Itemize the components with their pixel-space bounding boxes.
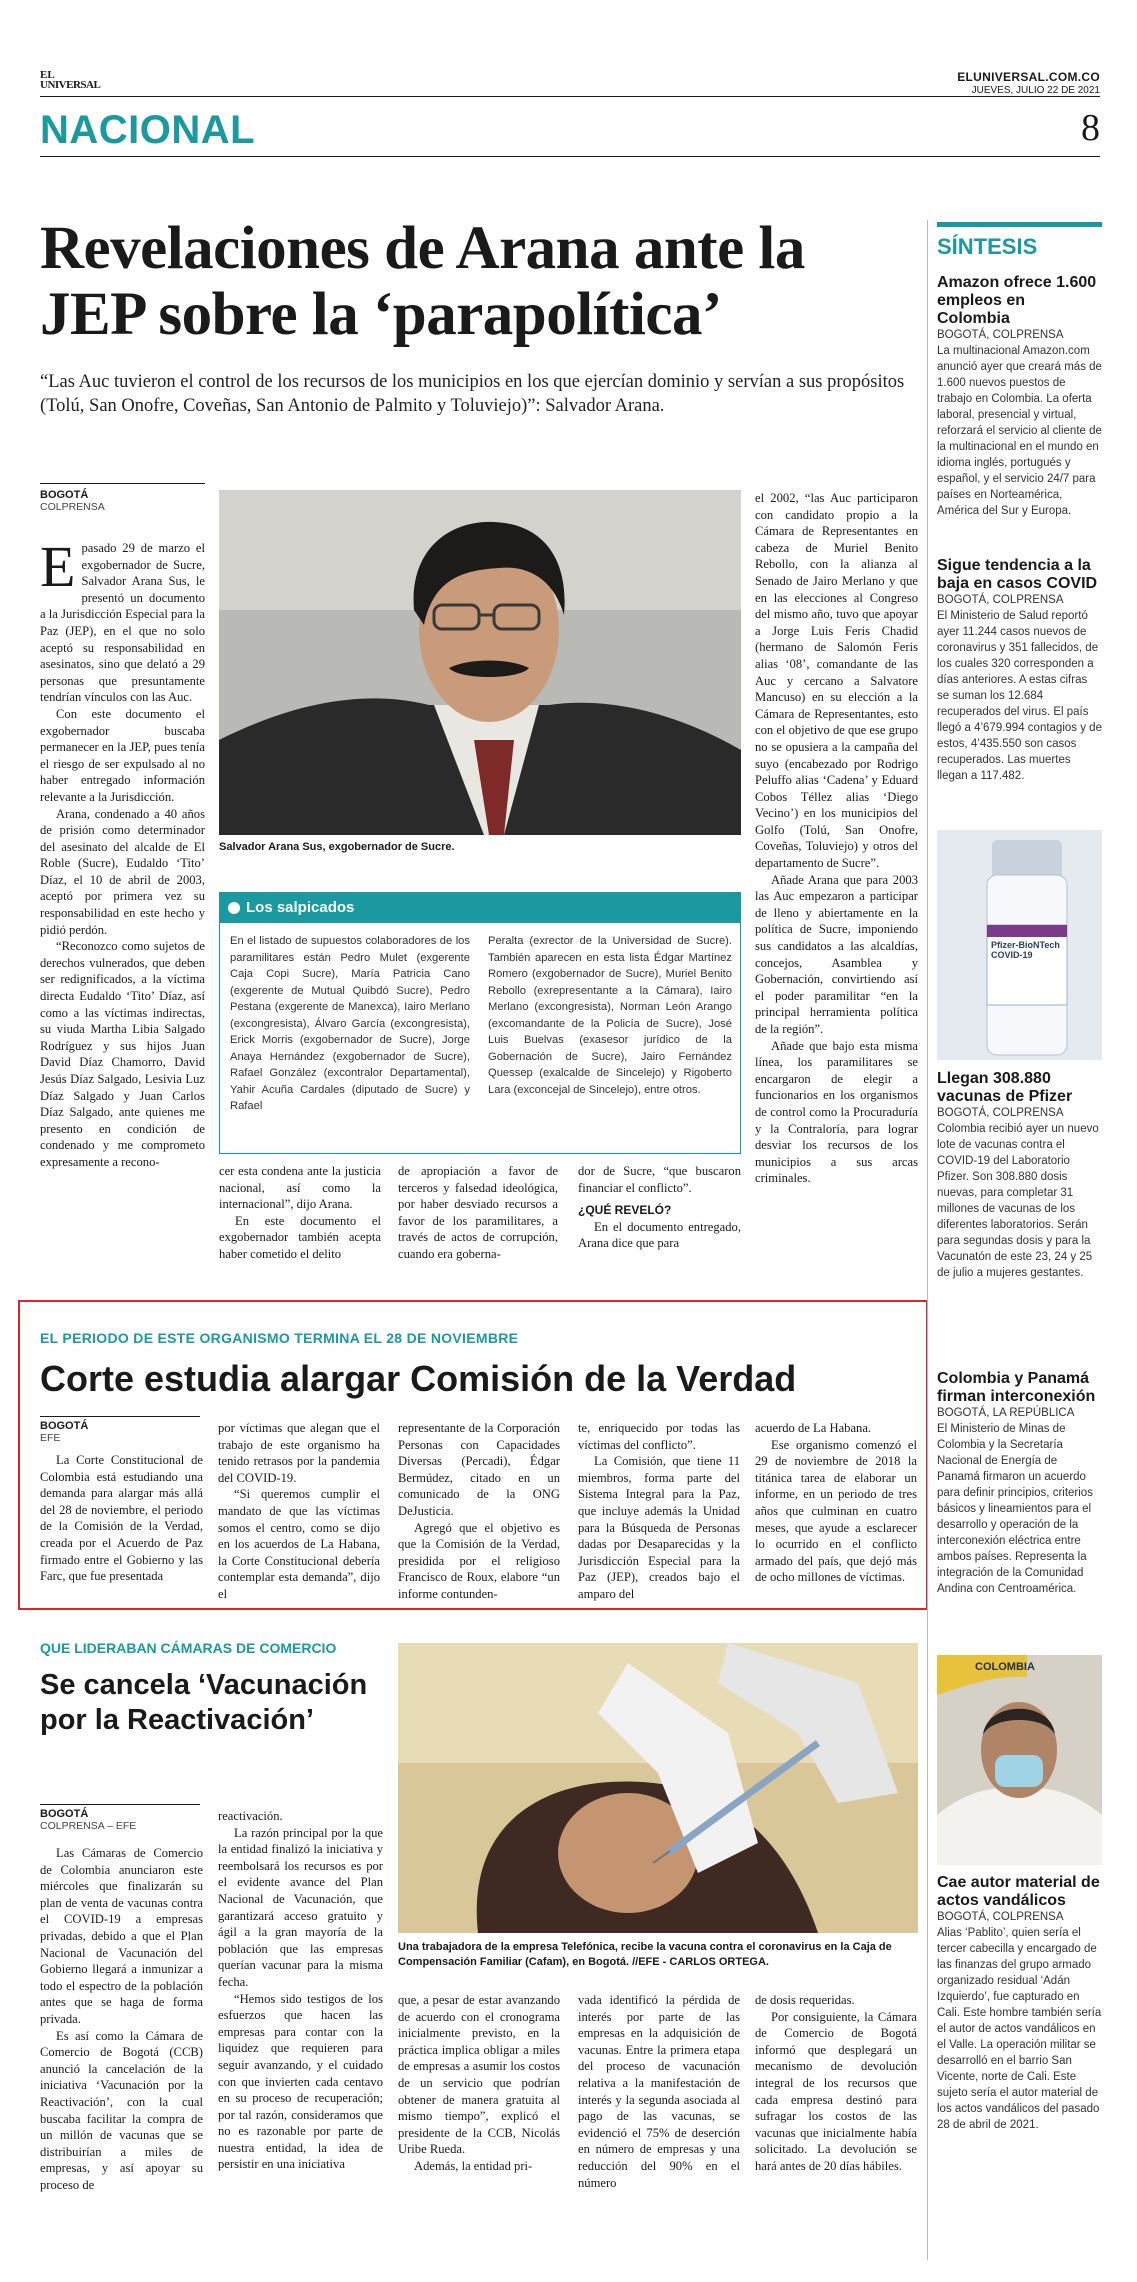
sidebar-item-place: BOGOTÁ, LA REPÚBLICA xyxy=(937,1407,1075,1419)
second-para: Agregó que el objetivo es que la Comisión de la Verdad, presidida por el religioso Francisco de Roux, elabore “un informe contunden- xyxy=(398,1520,560,1601)
lead-para-text: pasado 29 de marzo el exgobernador de Sucre, Salvador Arana Sus, le presentó un documento a la Jurisdicción Especial para la Paz (JEP), en el que no solo aceptó su responsabilidad en asesinatos, sino que delató a 29 personas que presuntamente tendrían vínculos con las Auc. xyxy=(40,541,205,705)
salpicados-title: Los salpicados xyxy=(246,899,355,916)
salpicados-left: En el listado de supuestos colaboradores de los paramilitares están Pedro Mulet (exgerente Caja Copi Sucre), María Patricia Cano (exgerente de Mutual Quibdó Sucre), Pedro Pestana (exgerente de Manexca), Iairo Merlano (excongresista), Álvaro García (excongresista), Erick Morris (exgobernador de Sucre), Jorge Anaya Hernández (exgobernador de Sucre), Rafael González (excontralor Departamental), Yahir Acuña Cardales (diputado de Sucre) y Rafael xyxy=(230,935,470,1112)
drop-cap: E xyxy=(40,534,76,599)
third-byline-rule xyxy=(40,1804,200,1805)
second-col2 xyxy=(218,1420,380,1601)
logo-line1: EL xyxy=(40,69,55,81)
lead-para: En el documento entregado, Arana dice que para xyxy=(578,1219,741,1251)
sidebar-item-text: Alias ‘Pablito’, quien sería el tercer cabecilla y encargado de las finanzas del grupo armado organizado residual ‘Adán Izquierdo’, fue capturado en Cali. Este hombre también sería el autor de actos vandálicos en el Valle. La operación militar se desarrolló en el barrio San Vicente, norte de Cali. Este sujeto sería el autor material de los actos vandálicos del pasado 28 de abril de 2021. xyxy=(937,1927,1102,2131)
lead-para xyxy=(40,534,205,706)
sidebar-item-text: El Ministerio de Salud reportó ayer 11.244 casos nuevos de coronavirus y 351 fallecidos, de los cuales 320 corresponden a días anteriores. A estas cifras se suman los 12.684 recuperados del virus. El país llegó a 4’679.994 contagios y de estos, 4’435.550 son casos recuperados. Las muertes llegan a 117.482. xyxy=(937,610,1102,782)
third-para: Además, la entidad pri- xyxy=(414,2158,533,2173)
third-para: La razón principal por la que la entidad finalizó la iniciativa y reembolsará los recursos es por el evidente avance del Plan Nacional de Vacunación, que garantizará acceso gratuito y ágil a la gran mayoría de la población que las empresas querían vacunar para la misma fecha. xyxy=(218,1825,383,1989)
lead-deck: “Las Auc tuvieron el control de los recursos de los municipios en los que ejercían dominio y servían a sus propósitos (Tolú, San Onofre, Coveñas, San Antonio de Palmito y Toluviejo)”: Salvador Arana. xyxy=(40,372,905,416)
lead-para: dor de Sucre, “que buscaron financiar el conflicto”. xyxy=(578,1164,741,1195)
third-para: de dosis requeridas. xyxy=(755,1993,855,2007)
second-kicker: EL PERIODO DE ESTE ORGANISMO TERMINA EL 28 DE NOVIEMBRE xyxy=(40,1330,519,1346)
logo[interactable] xyxy=(40,70,100,90)
subhead: ¿QUÉ REVELÓ? xyxy=(578,1203,672,1218)
sidebar-item-headline: Llegan 308.880 vacunas de Pfizer xyxy=(937,1070,1073,1105)
lead-photo xyxy=(219,490,741,835)
salpicados-box xyxy=(219,892,741,1154)
lead-para: Añade Arana que para 2003 las Auc empezaron a participar de lleno y abiertamente en la política de Sucre, imponiendo sus candidatos a las alcaldías, concejos, Asamblea y Gobernación, convirtiendo así el poder paramilitar “en la principal herramienta política de la región”. xyxy=(755,872,918,1036)
byline-agency: COLPRENSA xyxy=(40,501,105,513)
second-para: Ese organismo comenzó el 29 de noviembre de 2018 la titánica tarea de elaborar un informe, en un periodo de tres años que culminan en cuatro meses, que ayude a esclarecer lo ocurrido en el conflicto armado del país, que dejó más de ocho millones de víctimas. xyxy=(755,1437,917,1585)
lead-byline xyxy=(40,489,205,513)
third-kicker: QUE LIDERABAN CÁMARAS DE COMERCIO xyxy=(40,1640,337,1656)
third-col5 xyxy=(755,1992,917,2255)
lead-para: cer esta condena ante la justicia nacional, así como la internacional”, dijo Arana. xyxy=(219,1164,381,1212)
sidebar-item-vandalicos xyxy=(937,1874,1102,2133)
site-url[interactable]: ELUNIVERSAL.COM.CO xyxy=(957,70,1100,84)
sidebar-item-text: El Ministerio de Minas de Colombia y la Secretaría Nacional de Energía de Panamá firmaron un acuerdo para definir principios, criterios básicos y lineamientos para el desarrollo y operación de la interconexión eléctrica entre ambos países. Representa la integración de la Comunidad Andina con Centroamérica. xyxy=(937,1423,1093,1595)
salpicados-header xyxy=(220,893,740,923)
lead-photo-caption: Salvador Arana Sus, exgobernador de Sucre. xyxy=(219,841,455,853)
sidebar-item-text: La multinacional Amazon.com anunció ayer que creará más de 1.600 nuevos puestos de trabajo en Colombia. La oferta laboral, presencial y virtual, reforzará el servicio al cliente de la multinacional en el mundo en idioma inglés, portugués y español, y el servicio 24/7 para países en Norteamérica, América del Sur y Europa. xyxy=(937,345,1102,517)
third-para: “Hemos sido testigos de los esfuerzos que hacen las empresas para contar con la liquidez que requieren para seguir avanzando, y el cuidado con que invierten cada centavo en su proceso de recuperación; por tal razón, consideramos que no es razonable por parte de nuestra entidad, la idea de persistir en una iniciativa xyxy=(218,1991,383,2172)
lead-para: de apropiación a favor de terceros y falsedad ideológica, por haber desviado recursos a favor de los paramilitares, a través de actos de corrupción, cuando era goberna- xyxy=(398,1164,558,1261)
sidebar-item-headline: Cae autor material de actos vandálicos xyxy=(937,1874,1100,1909)
byline-place: BOGOTÁ xyxy=(40,1808,89,1820)
sidebar-top-bar xyxy=(937,222,1102,227)
third-para: Las Cámaras de Comercio de Colombia anunciaron este miércoles que finalizarán su plan de venta de vacunas contra el COVID-19 a empresas privadas, debido a que el Plan Nacional de Vacunación del Gobierno llegará a inmunizar a todo el espectro de la población antes que se haga de forma privada. xyxy=(40,1846,203,2026)
third-para: reactivación. xyxy=(218,1809,283,1823)
third-col2 xyxy=(218,1808,383,2255)
second-col5 xyxy=(755,1420,917,1592)
lead-para: el 2002, “las Auc participaron con candidato propio a la Cámara de Representantes en cabeza de Muriel Benito Rebollo, con la alianza al Senado de Jairo Merlano y que en las elecciones al Congreso del mismo año, tuvo que apoyar a Jorge Luis Feris Chadid (hermano de Salomón Feris alias ‘08’, comandante de las Auc y cercano a Salvatore Mancuso) en su elección a la Cámara de Representantes, esto con el objetivo de que ese grupo no se opusiera a la campaña del suyo (encabezado por Rodrigo Peluffo alias ‘Cadena’ y Eduard Cobos Téllez alias ‘Diego Vecino’) en los municipios del Golfo (Tolú, San Onofre, Coveñas, Toluviejo) y otros del departamento de Sucre”. xyxy=(755,491,918,871)
third-para: Por consiguiente, la Cámara de Comercio de Bogotá informó que desplegará un mecanismo de devolución integral de los recursos que cada empresa destinó para sufragar los costos de las vacunas que inicialmente había solicitado. La devolución se hará antes de 20 días hábiles. xyxy=(755,2009,917,2173)
byline-place: BOGOTÁ xyxy=(40,1420,89,1432)
third-para: vada identificó la pérdida de interés por parte de las empresas en la adquisición de vacunas. Entre la primera etapa del proceso de vacunación relativa a la manifestación de interés y la segunda asociada al pago de las vacunas, se evidenció el 75% de deserción en número de empresas y una reducción del 90% en el número xyxy=(578,1993,740,2190)
second-para: te, enriquecido por todas las víctimas del conflicto”. xyxy=(578,1421,740,1452)
sidebar-divider xyxy=(927,220,928,2260)
vaccine-photo xyxy=(398,1643,918,1933)
second-para: acuerdo de La Habana. xyxy=(755,1421,872,1435)
lead-headline: Revelaciones de Arana ante la JEP sobre la ‘parapolítica’ xyxy=(40,215,805,348)
vial-label: Pfizer-BioNTech COVID-19 xyxy=(991,940,1060,960)
bullet-icon xyxy=(228,902,240,914)
section-rule xyxy=(40,156,1100,157)
portrait-image xyxy=(219,490,741,835)
lead-para: Arana, condenado a 40 años de prisión como determinador del asesinato del alcalde de El Roble (Sucre), Eudaldo ‘Tito’ Díaz, el 10 de abril de 2003, aceptó por primera vez su responsabilidad en este hecho y pidió perdón. xyxy=(40,806,205,937)
sidebar-item-place: BOGOTÁ, COLPRENSA xyxy=(937,1107,1064,1119)
sidebar-item-panama xyxy=(937,1370,1102,1597)
sidebar-item-headline: Colombia y Panamá firman interconexión xyxy=(937,1370,1096,1405)
third-para: Es así como la Cámara de Comercio de Bogotá (CCB) anunció la cancelación de la iniciativa ‘Vacunación por la Reactivación’, con la cual buscaba facilitar la compra de un millón de vacunas que se distribuirían a miles de empresas, y así apoyar su proceso de xyxy=(40,2028,203,2192)
sidebar-title: SÍNTESIS xyxy=(937,234,1038,259)
third-para: que, a pesar de estar avanzando de acuerdo con el cronograma inicialmente previsto, en la práctica implica obligar a miles de empresas a asumir los costos de un servicio que podrían obtener de manera gratuita al mismo tiempo”, explicó el presidente de la CCB, Nicolás Uribe Rueda. xyxy=(398,1993,560,2157)
lead-col2 xyxy=(219,1163,381,1283)
second-para: por víctimas que alegan que el trabajo de este organismo ha tenido retrasos por la pandemia del COVID-19. xyxy=(218,1421,380,1485)
lead-para: “Reconozco como sujetos de derechos vulnerados, que deben ser redignificados, a la víctima directa Eudaldo ‘Tito’ Díaz, así como a las víctimas indirectas, su viuda Martha Libia Salgado Rodríguez y sus hijos Juan David Díaz Chamorro, David Jesús Díaz Salgado, Lesivia Luz Díaz Salgado y Juan Carlos Díaz Salgado, ante quienes me presento en condición de condenado y me comprometo expresamente a recono- xyxy=(40,939,205,1169)
sidebar-item-place: BOGOTÁ, COLPRENSA xyxy=(937,1911,1064,1923)
cap-text: COLOMBIA xyxy=(975,1661,1035,1673)
masthead xyxy=(40,70,1100,160)
second-col3 xyxy=(398,1420,560,1601)
vial-photo xyxy=(937,830,1102,1060)
lead-byline-rule xyxy=(40,483,205,484)
sidebar-item-text: Colombia recibió ayer un nuevo lote de vacunas contra el COVID-19 del Laboratorio Pfizer. Son 308.880 dosis nuevas, para completar 31 millones de vacunas de los diferentes laboratorios. Serán para segundas dosis y para la Vacunatón de este 23, 24 y 25 de julio a mujeres gestantes. xyxy=(937,1123,1099,1279)
second-para: “Si queremos cumplir el mandato de que las víctimas somos el centro, como se dijo en los acuerdos de La Habana, la Corte Constitucional debería contemplar esta demanda”, dijo el xyxy=(218,1487,380,1601)
vaccine-photo-caption: Una trabajadora de la empresa Telefónica, recibe la vacuna contra el coronavirus en la Caja de Compensación Familiar (Cafam), en Bogotá. //EFE - CARLOS ORTEGA. xyxy=(398,1941,892,1968)
third-byline xyxy=(40,1808,200,1832)
sidebar-item-place: BOGOTÁ, COLPRENSA xyxy=(937,329,1064,341)
second-byline xyxy=(40,1420,200,1444)
lead-col3 xyxy=(398,1163,558,1283)
sidebar-item-headline: Sigue tendencia a la baja en casos COVID xyxy=(937,557,1098,592)
third-col3 xyxy=(398,1992,560,2255)
third-headline: Se cancela ‘Vacunación por la Reactivación’ xyxy=(40,1669,368,1736)
second-byline-rule xyxy=(40,1416,200,1417)
logo-line2: UNIVERSAL xyxy=(40,79,101,91)
second-para: La Corte Constitucional de Colombia está estudiando una demanda para alargar más allá del 28 de noviembre, el periodo de la Comisión de la Verdad, creada por el Acuerdo de Paz firmado entre el Gobierno y las Farc, que fue presentada xyxy=(40,1453,203,1584)
page-number: 8 xyxy=(1081,107,1100,149)
lead-col5 xyxy=(755,490,918,1280)
byline-agency: COLPRENSA – EFE xyxy=(40,1820,137,1832)
third-col1 xyxy=(40,1845,203,2255)
sidebar-item-place: BOGOTÁ, COLPRENSA xyxy=(937,594,1064,606)
sidebar-item-amazon xyxy=(937,274,1102,519)
second-col4 xyxy=(578,1420,740,1601)
sidebar xyxy=(937,222,1102,2262)
lead-para: En este documento el exgobernador también acepta haber cometido el delito xyxy=(219,1213,381,1261)
second-para: La Comisión, que tiene 11 miembros, forma parte del Sistema Integral para la Paz, que incluye además la Unidad para la Búsqueda de Personas dadas por Desaparecidas y la Jurisdicción Especial para la Paz (JEP), creados bajo el amparo del xyxy=(578,1454,740,1601)
lead-para: Con este documento el exgobernador buscaba permanecer en la JEP, pues tenía el riesgo de ser expulsado al no haber entregado información relevante a la Jurisdicción. xyxy=(40,706,205,804)
salpicados-right: Peralta (exrector de la Universidad de Sucre). También aparecen en esta lista Édgar Martínez Romero (exgobernador de Sucre), Muriel Benito Rebollo (exrepresentante a la Cámara), Iairo Merlano (excongresista), Norman León Arango (excomandante de la Policía de Sucre), José Luis Buelvas (exasesor jurídico de la Gobernación de Sucre), Jairo Fernández Quessep (exalcalde de Sincelejo) y Rigoberto Lara (exconcejal de Sincelejo), entre otros. xyxy=(488,935,732,1096)
byline-place: BOGOTÁ xyxy=(40,489,89,501)
arrest-photo xyxy=(937,1655,1102,1865)
section-name: NACIONAL xyxy=(40,108,256,152)
sidebar-item-pfizer xyxy=(937,1070,1102,1281)
sidebar-item-covid xyxy=(937,557,1102,784)
sidebar-item-headline: Amazon ofrece 1.600 empleos en Colombia xyxy=(937,274,1097,327)
second-col1 xyxy=(40,1452,203,1592)
masthead-rule xyxy=(40,96,1100,97)
lead-para: Añade que bajo esta misma línea, los paramilitares se encargaron de elegir a funcionarios en los organismos de control como la Procuraduría y la Contraloría, para lograr desviar los recursos de los municipios a sus arcas criminales. xyxy=(755,1038,918,1186)
second-para: representante de la Corporación Personas con Capacidades Diversas (Percadi), Édgar Bermúdez, citado en un comunicado de la ONG DeJusticia. xyxy=(398,1421,560,1518)
lead-col1 xyxy=(40,534,205,1420)
arrest-image xyxy=(937,1655,1102,1865)
lead-col4 xyxy=(578,1163,741,1283)
second-headline: Corte estudia alargar Comisión de la Verdad xyxy=(40,1358,797,1399)
issue-date: JUEVES, JULIO 22 DE 2021 xyxy=(971,85,1100,96)
byline-agency: EFE xyxy=(40,1432,61,1444)
third-col4 xyxy=(578,1992,740,2255)
vaccine-image xyxy=(398,1643,918,1933)
